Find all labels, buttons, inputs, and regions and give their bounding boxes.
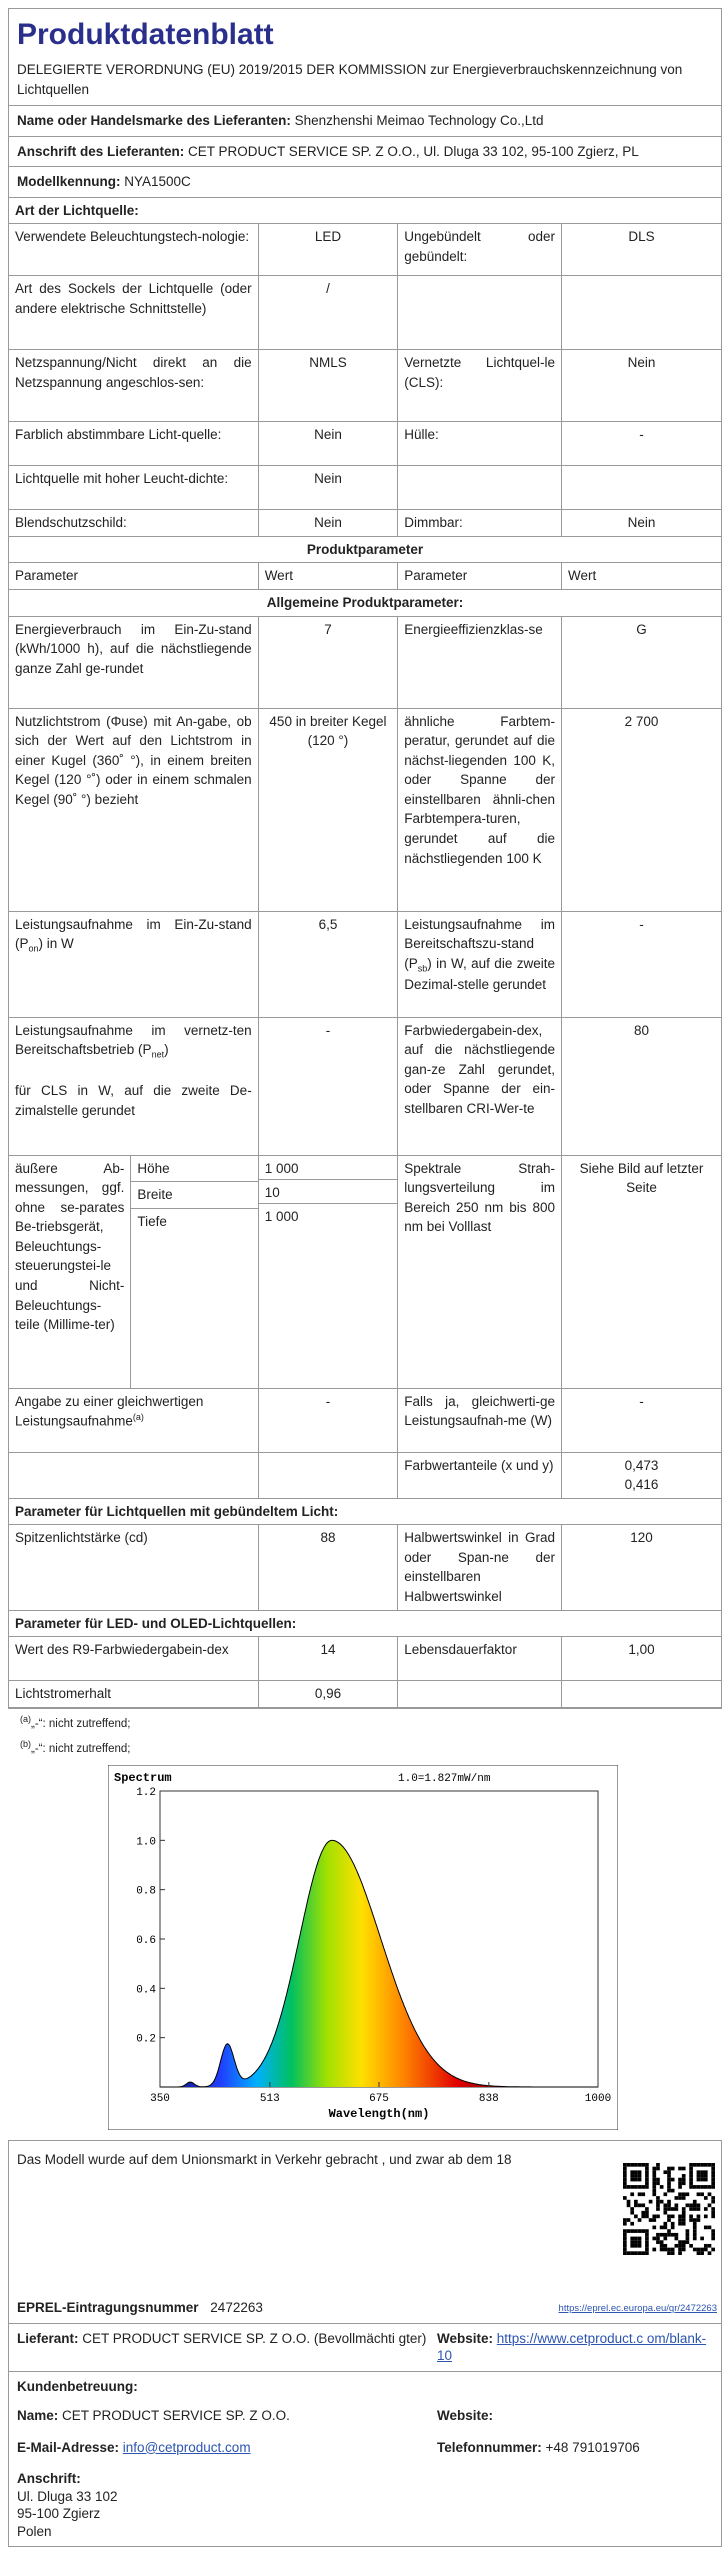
address-line-2: 95-100 Zgierz: [17, 2506, 101, 2522]
cell-label: Farblich abstimmbare Licht-quelle:: [9, 422, 258, 466]
eprel-reg-label: EPREL-Eintragungsnummer: [17, 2300, 199, 2315]
regulation-subtitle: DELEGIERTE VERORDNUNG (EU) 2019/2015 DER KOMMISSION zur Energieverbrauchskennzeichnung von Lichtquellen: [17, 62, 683, 97]
light-source-heading: Art der Lichtquelle:: [9, 197, 721, 224]
model-label: Modellkennung:: [17, 174, 121, 190]
footnotes: [18, 1705, 133, 1766]
cell-label: Wert des R9-Farbwiedergabein-dex: [9, 1637, 258, 1681]
cell-label: [398, 466, 562, 510]
cell-label: Lebensdauerfaktor: [398, 1637, 562, 1681]
x-tick-label: 513: [259, 2093, 280, 2105]
col-header-value: Wert: [561, 563, 721, 590]
cell-value: G: [561, 616, 721, 708]
footnote-b: $^{(b)}$„-“: nicht zutreffend;: [20, 1738, 131, 1755]
cell-value: DLS: [561, 224, 721, 276]
cell-label: Leistungsaufnahme im Ein-Zu-stand $(P_{on})$ in W: [9, 911, 258, 1017]
email-link[interactable]: info@cetproduct.com: [122, 2439, 251, 2455]
supplier-name-value: Shenzhenshi Meimao Technology Co.,Ltd: [294, 113, 544, 129]
cell-value: Nein: [561, 350, 721, 422]
cell-label: ähnliche Farbtem-peratur, gerundet auf die nächst-liegenden 100 K, oder Spanne der einstellbaren ähnli-chen Farbtempera-turen, gerundet auf die nächstliegenden 100 K: [398, 708, 562, 911]
eprel-section: [8, 2140, 722, 2547]
cell-label: Ungebündelt oder gebündelt:: [398, 224, 562, 276]
cell-value: /: [258, 276, 398, 350]
cell-label: Hülle:: [398, 422, 562, 466]
cell-value: 14: [258, 1637, 398, 1681]
cell-label: Farbwiedergabein-dex, auf die nächstliegende gan-ze Zahl gerundet, oder Spanne der ein-stellbaren CRI-Wer-te: [398, 1017, 562, 1155]
address-line-1: Ul. Dluga 33 102: [17, 2488, 118, 2504]
support-block: [9, 2371, 721, 2547]
y-tick-label: 1.2: [136, 1787, 156, 1799]
cell-label: Lichtstromerhalt: [9, 1681, 258, 1708]
address-line-3: Polen: [17, 2523, 52, 2539]
cell-label: Leistungsaufnahme im Bereitschaftszu-stand $(P_{sb})$ in W, auf die zweite Dezimal-stelle gerundet: [398, 911, 562, 1017]
cell-value: Nein: [561, 510, 721, 537]
cell-label: Energieverbrauch im Ein-Zu-stand (kWh/1000 h), auf die nächstliegende ganze Zahl ge-rundet: [9, 616, 258, 708]
x-tick-label: 350: [150, 2093, 170, 2105]
cell-label: Netzspannung/Nicht direkt an die Netzspannung angeschlos-sen:: [9, 350, 258, 422]
product-params-heading: Produktparameter: [9, 536, 721, 563]
email-label: E-Mail-Adresse:: [17, 2439, 120, 2455]
cell-value: 88: [258, 1525, 398, 1610]
light-source-table: [9, 197, 721, 1708]
model-value: NYA1500C: [124, 174, 191, 190]
cell-label: Energieeffizienzklas-se: [398, 616, 562, 708]
website2-label: Website:: [437, 2408, 494, 2424]
cell-empty: [258, 1452, 398, 1498]
width-value: 10: [259, 1180, 398, 1204]
cell-value: -: [258, 1388, 398, 1452]
y-tick-label: 1.0: [136, 1836, 156, 1849]
cell-value: 0,96: [258, 1681, 398, 1708]
phone-label: Telefonnummer:: [437, 2439, 542, 2455]
cell-value: 450 in breiter Kegel (120 °): [258, 708, 398, 911]
website-label: Website:: [437, 2330, 494, 2346]
col-header-param: Parameter: [398, 563, 562, 590]
y-tick-label: 0.2: [136, 2033, 156, 2046]
cell-value: 0,473 0,416: [561, 1452, 721, 1498]
supplier-value: CET PRODUCT SERVICE SP. Z O.O. (Bevollmächti gter): [82, 2330, 427, 2346]
spectrum-chart: [108, 1765, 618, 2130]
y-tick-label: 0.6: [136, 1935, 156, 1947]
cell-value: -: [561, 1388, 721, 1452]
eprel-url-link[interactable]: https://eprel.ec.europa.eu/qr/2472263: [558, 2303, 717, 2314]
cell-label: Blendschutzschild:: [9, 510, 258, 537]
qr-code-icon[interactable]: [623, 2163, 715, 2255]
cell-value: 120: [561, 1525, 721, 1610]
col-header-value: Wert: [258, 563, 398, 590]
eprel-top: [9, 2141, 721, 2299]
cell-value: Siehe Bild auf letzter Seite: [561, 1155, 721, 1388]
cell-value: -: [561, 911, 721, 1017]
cell-label: Verwendete Beleuchtungstech-nologie:: [9, 224, 258, 276]
depth-value: 1 000: [264, 1208, 299, 1224]
cell-label: Farbwertanteile (x und y): [398, 1452, 562, 1498]
height-value: 1 000: [259, 1156, 398, 1180]
dimensions-values: [258, 1155, 398, 1388]
chart-scale-note: 1.0=1.827mW/nm: [398, 1773, 491, 1785]
supplier-address-value: CET PRODUCT SERVICE SP. Z O.O., Ul. Dluga 33 102, 95-100 Zgierz, PL: [188, 143, 639, 159]
width-label: Breite: [131, 1182, 258, 1209]
name-value: CET PRODUCT SERVICE SP. Z O.O.: [62, 2408, 290, 2424]
cell-value: NMLS: [258, 350, 398, 422]
cell-value: 80: [561, 1017, 721, 1155]
y-tick-label: 0.4: [136, 1984, 156, 1997]
phone-value: +48 791019706: [545, 2439, 640, 2455]
directional-heading: Parameter für Lichtquellen mit gebündeltem Licht:: [9, 1498, 721, 1525]
cell-empty: [561, 1681, 721, 1708]
eprel-supplier-row: [9, 2323, 721, 2371]
cell-label: [398, 276, 562, 350]
cell-label: Art des Sockels der Lichtquelle (oder andere elektrische Schnittstelle): [9, 276, 258, 350]
x-axis-label: Wavelength(nm): [328, 2107, 430, 2121]
supplier-name-row: [9, 105, 721, 136]
cell-value: -: [258, 1017, 398, 1155]
cell-value: Nein: [258, 510, 398, 537]
cell-value: 2 700: [561, 708, 721, 911]
cell-value: -: [561, 422, 721, 466]
cell-label: äußere Ab-messungen, ggf. ohne se-parates Be-triebsgerät, Beleuchtungs-steuerungstei-le und Nicht-Beleuchtungs-teile (Millime-ter): [9, 1156, 131, 1388]
cell-value: [561, 276, 721, 350]
eprel-registration: [9, 2299, 721, 2323]
chart-title: Spectrum: [114, 1771, 172, 1785]
cell-label: Leistungsaufnahme im vernetz-ten Bereitschaftsbetrieb $(P_{net})$ für CLS in W, auf die zweite De-zimalstelle gerundet: [9, 1017, 258, 1155]
cell-label: Nutzlichtstrom (Φuse) mit An-gabe, ob sich der Wert auf den Lichtstrom in einer Kugel (360˚ °), in einem breiten Kegel (120 °˚) oder in einem schmalen Kegel (90˚ °) bezieht: [9, 708, 258, 911]
height-label: Höhe: [131, 1156, 258, 1182]
cell-value: 7: [258, 616, 398, 708]
website-link[interactable]: https://www.cetproduct.c om/blank-10: [437, 2330, 707, 2364]
cell-label: Vernetzte Lichtquel-le (CLS):: [398, 350, 562, 422]
x-tick-label: 1000: [584, 2093, 612, 2105]
x-tick-label: 675: [369, 2093, 389, 2105]
supplier-label: Lieferant:: [17, 2330, 79, 2346]
dimensions-cell: [9, 1155, 258, 1388]
supplier-address-label: Anschrift des Lieferanten:: [17, 143, 185, 159]
cell-label: Spitzenlichtstärke (cd): [9, 1525, 258, 1610]
page-title: Produktdatenblatt: [17, 18, 274, 51]
depth-label: Tiefe: [131, 1208, 258, 1234]
col-header-param: Parameter: [9, 563, 258, 590]
cell-value: [561, 466, 721, 510]
supplier-address-row: [9, 136, 721, 167]
cell-empty: [9, 1452, 258, 1498]
cell-value: 6,5: [258, 911, 398, 1017]
datasheet: [8, 8, 722, 1709]
cell-empty: [398, 1681, 562, 1708]
eprel-reg-value: 2472263: [210, 2300, 263, 2315]
general-params-heading: Allgemeine Produktparameter:: [9, 590, 721, 617]
cell-label: Dimmbar:: [398, 510, 562, 537]
cell-label: Angabe zu einer gleichwertigen Leistungsaufnahme$^{(a)}$: [9, 1388, 258, 1452]
cell-value: 1,00: [561, 1637, 721, 1681]
y-tick-label: 0.8: [136, 1885, 156, 1898]
supplier-name-label: Name oder Handelsmarke des Lieferanten:: [17, 113, 291, 129]
support-heading: Kundenbetreuung:: [17, 2378, 138, 2394]
address-label: Anschrift:: [17, 2471, 81, 2487]
x-tick-label: 838: [478, 2093, 499, 2105]
led-heading: Parameter für LED- und OLED-Lichtquellen:: [9, 1610, 721, 1637]
cell-label: Halbwertswinkel in Grad oder Span-ne der einstellbaren Halbwertswinkel: [398, 1525, 562, 1610]
market-text: Das Modell wurde auf dem Unionsmarkt in Verkehr gebracht , und zwar ab dem 18: [17, 2152, 512, 2167]
cell-value: LED: [258, 224, 398, 276]
cell-value: Nein: [258, 466, 398, 510]
footnote-a: $^{(a)}$„-“: nicht zutreffend;: [20, 1714, 131, 1730]
spectrum-svg: [108, 1765, 618, 2130]
cell-label: Spektrale Strah-lungsverteilung im Bereich 250 nm bis 800 nm bei Volllast: [398, 1155, 562, 1388]
cell-value: Nein: [258, 422, 398, 466]
model-row: [9, 166, 721, 197]
cell-label: Falls ja, gleichwerti-ge Leistungsaufnah-me (W): [398, 1388, 562, 1452]
cell-label: Lichtquelle mit hoher Leucht-dichte:: [9, 466, 258, 510]
name-label: Name:: [17, 2408, 59, 2424]
